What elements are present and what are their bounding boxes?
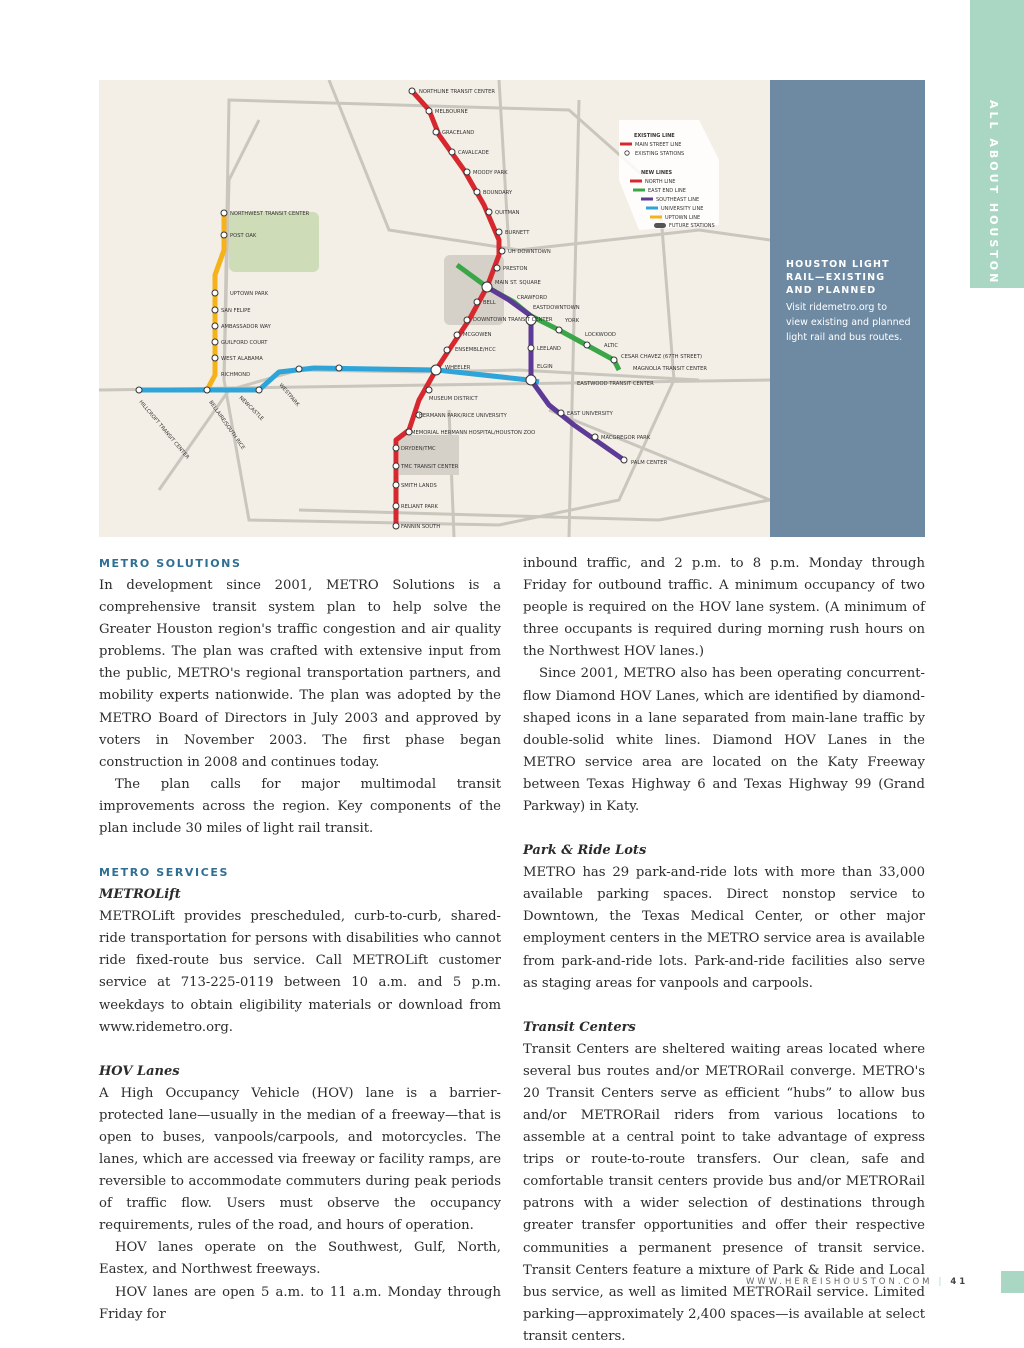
label-preston: PRESTON bbox=[503, 266, 528, 272]
label-magnolia-tc: MAGNOLIA TRANSIT CENTER bbox=[633, 366, 707, 372]
metrolift-heading: METROLift bbox=[99, 887, 181, 903]
park-area bbox=[229, 212, 319, 272]
metro-solutions-p1: In development since 2001, METRO Solutions is a comprehensive transit system plan to help solve the Greater Houston region's traffic congestion and air quality problems. The plan was crafted with extensive input from the public, METRO's regional transportation partners, and mobility experts nationwide. The plan was adopted by the METRO Board of Directors in July 2003 and approved by voters in November 2003. The first phase began construction in 2008 and continues today. bbox=[99, 578, 501, 770]
light-rail-map bbox=[99, 80, 925, 537]
legend-uptown: UPTOWN LINE bbox=[665, 215, 701, 221]
label-post-oak: POST OAK bbox=[230, 233, 257, 239]
legend-southeast: SOUTHEAST LINE bbox=[656, 197, 700, 203]
metro-solutions-heading: METRO SOLUTIONS bbox=[99, 557, 242, 570]
label-ensemble: ENSEMBLE/HCC bbox=[455, 347, 496, 353]
label-hillcroft-tc: HILLCROFT TRANSIT CENTER bbox=[137, 399, 191, 461]
label-newcastle: NEWCASTLE bbox=[237, 395, 265, 423]
diamond-hov-paragraph: Since 2001, METRO also has been operating concurrent-flow Diamond HOV Lanes, which are identified by diamond-shaped icons in a lane separated from main-lane traffic by double-solid white lines. Diamond HOV Lanes in the METRO service area are located on the Katy Freeway between Texas Highway 6 and Texas Highway 99 (Grand Parkway) in Katy. bbox=[523, 666, 925, 815]
right-column bbox=[523, 553, 925, 1348]
metrolift-paragraph: METROLift provides prescheduled, curb-to-curb, shared-ride transportation for persons with disabilities who cannot ride fixed-route bus service. Call METROLift customer service at 713-225-0119 between 10 a.m. and 5 p.m. weekdays to obtain eligibility materials or download from www.ridemetro.org. bbox=[99, 909, 501, 1035]
label-palm-center: PALM CENTER bbox=[631, 460, 668, 466]
legend-future-stations: FUTURE STATIONS bbox=[669, 223, 715, 229]
label-northwest-tc: NORTHWEST TRANSIT CENTER bbox=[230, 211, 310, 217]
label-hermann-park: HERMANN PARK/RICE UNIVERSITY bbox=[419, 413, 507, 419]
park-ride-heading: Park & Ride Lots bbox=[523, 843, 647, 859]
label-lockwood: LOCKWOOD bbox=[585, 332, 616, 338]
left-column bbox=[99, 553, 501, 1326]
label-macgregor: MACGREGOR PARK bbox=[601, 435, 651, 441]
map-panel-title: HOUSTON LIGHT RAIL—EXISTING AND PLANNED bbox=[786, 259, 890, 296]
transit-centers-paragraph: Transit Centers are sheltered waiting areas located where several bus routes and/or METRORail converge. METRO's 20 Transit Centers serve as efficient “hubs” to allow bus and/or METRORail riders from various locations to assemble at a central point to take advantage of express trips or route-to-route transfers. Our clean, safe and comfortable transit centers provide bus and/or METRORail patrons with a wider selection of destinations through greater transfer opportunities and offer their respective communities a permanent presence of transit service. Transit Centers feature a mixture of Park & Ride and Local bus service, as well as limited METRORail service. Limited parking—approximately 2,400 spaces—is available at select transit centers. bbox=[523, 1041, 925, 1344]
label-reliant-park: RELIANT PARK bbox=[401, 504, 438, 510]
legend-new-title: NEW LINES bbox=[641, 170, 673, 176]
label-cesar-chavez: CESAR CHAVEZ (67TH STREET) bbox=[621, 354, 703, 360]
label-tmc-tc: TMC TRANSIT CENTER bbox=[401, 464, 459, 470]
label-uptown-park: UPTOWN PARK bbox=[230, 291, 269, 297]
label-melbourne: MELBOURNE bbox=[435, 109, 468, 115]
label-burnett: BURNETT bbox=[505, 230, 530, 236]
map-panel-text: Visit ridemetro.org to view existing and planned light rail and bus routes. bbox=[786, 302, 911, 343]
label-york: YORK bbox=[565, 318, 579, 324]
hov-paragraph-1: A High Occupancy Vehicle (HOV) lane is a barrier-protected lane—usually in the median of a freeway—that is open to buses, vanpools/carpools, and motorcycles. The lanes, which are accessed via freeway or facility ramps, are reversible to accommodate commuters during peak periods of traffic flow. Users must observe the occupancy requirements, rules of the road, and hours of operation. bbox=[99, 1085, 501, 1234]
hov-paragraph-2: HOV lanes operate on the Southwest, Gulf, North, Eastex, and Northwest freeways. bbox=[99, 1240, 501, 1278]
label-eastwood-tc: EASTWOOD TRANSIT CENTER bbox=[577, 381, 654, 387]
legend-existing-title: EXISTING LINE bbox=[634, 133, 675, 139]
label-altic: ALTIC bbox=[604, 343, 619, 349]
map-info-panel bbox=[770, 80, 925, 537]
label-northline-tc: NORTHLINE TRANSIT CENTER bbox=[419, 89, 495, 95]
label-moody-park: MOODY PARK bbox=[473, 170, 508, 176]
label-quitman: QUITMAN bbox=[495, 210, 520, 216]
label-elgin: ELGIN bbox=[537, 364, 553, 370]
label-ambassador-way: AMBASSADOR WAY bbox=[221, 324, 271, 330]
label-mcgowen: MCGOWEN bbox=[463, 332, 492, 338]
legend-main-street: MAIN STREET LINE bbox=[635, 142, 682, 148]
label-bellaire: BELLAIRE/SOUTH RICE bbox=[207, 399, 246, 451]
side-tab-label: ALL ABOUT HOUSTON bbox=[987, 100, 1000, 286]
label-downtown-tc: DOWNTOWN TRANSIT CENTER bbox=[473, 317, 553, 323]
legend-east-end: EAST END LINE bbox=[648, 188, 686, 194]
page-footer bbox=[746, 1277, 968, 1287]
label-wheeler: WHEELER bbox=[445, 365, 471, 371]
park-ride-paragraph: METRO has 29 park-and-ride lots with more than 33,000 available parking spaces. Direct nonstop service to Downtown, the Texas Medical Center, or other major employment centers in the METRO service area is available from park-and-ride lots. Park-and-ride facilities also serve as staging areas for vanpools and carpools. bbox=[523, 865, 925, 991]
uptown-line bbox=[207, 213, 224, 390]
label-westpark: WESTPARK bbox=[277, 382, 301, 408]
label-guilford-court: GUILFORD COURT bbox=[221, 340, 268, 346]
label-museum: MUSEUM DISTRICT bbox=[429, 396, 478, 402]
label-san-felipe: SAN FELIPE bbox=[221, 308, 251, 314]
metro-solutions-p2: The plan calls for major multimodal transit improvements across the region. Key components of the plan include 30 miles of light rail transit. bbox=[99, 776, 501, 837]
label-memorial-hermann: MEMORIAL HERMANN HOSPITAL/HOUSTON ZOO bbox=[411, 430, 536, 436]
label-leeland: LEELAND bbox=[537, 346, 561, 352]
label-boundary: BOUNDARY bbox=[483, 190, 513, 196]
hov-paragraph-3: HOV lanes are open 5 a.m. to 11 a.m. Monday through Friday for bbox=[99, 1284, 501, 1322]
label-smith-lands: SMITH LANDS bbox=[401, 483, 437, 489]
label-west-alabama: WEST ALABAMA bbox=[221, 356, 263, 362]
label-cavalcade: CAVALCADE bbox=[458, 150, 489, 156]
legend-university: UNIVERSITY LINE bbox=[661, 206, 704, 212]
label-richmond: RICHMOND bbox=[221, 372, 251, 378]
map-graphic bbox=[99, 80, 770, 537]
map-legend bbox=[619, 120, 719, 230]
label-graceland: GRACELAND bbox=[442, 130, 475, 136]
hov-paragraph-continued: inbound traffic, and 2 p.m. to 8 p.m. Monday through Friday for outbound traffic. A minimum occupancy of two people is required on the HOV lane system. (A minimum of three occupants is required during morning rush hours on the Northwest HOV lanes.) bbox=[523, 556, 925, 660]
label-dryden: DRYDEN/TMC bbox=[401, 446, 436, 452]
page-number: 41 bbox=[950, 1277, 969, 1287]
label-fannin-south: FANNIN SOUTH bbox=[401, 524, 441, 530]
footer-separator: | bbox=[938, 1277, 945, 1287]
label-bell: BELL bbox=[483, 300, 496, 306]
label-east-university: EAST UNIVERSITY bbox=[567, 411, 613, 417]
legend-existing-stations: EXISTING STATIONS bbox=[635, 151, 685, 157]
label-crawford: CRAWFORD bbox=[517, 295, 548, 301]
footer-tab bbox=[1001, 1271, 1024, 1293]
footer-url[interactable]: WWW.HEREISHOUSTON.COM bbox=[746, 1277, 933, 1287]
label-main-st-square: MAIN ST. SQUARE bbox=[495, 280, 541, 286]
hov-lanes-heading: HOV Lanes bbox=[99, 1063, 180, 1079]
legend-north-line: NORTH LINE bbox=[645, 179, 676, 185]
label-uh-downtown: UH DOWNTOWN bbox=[508, 249, 551, 255]
metro-services-heading: METRO SERVICES bbox=[99, 866, 230, 880]
transit-centers-heading: Transit Centers bbox=[523, 1019, 636, 1035]
label-eastdowntown: EASTDOWNTOWN bbox=[533, 305, 580, 311]
